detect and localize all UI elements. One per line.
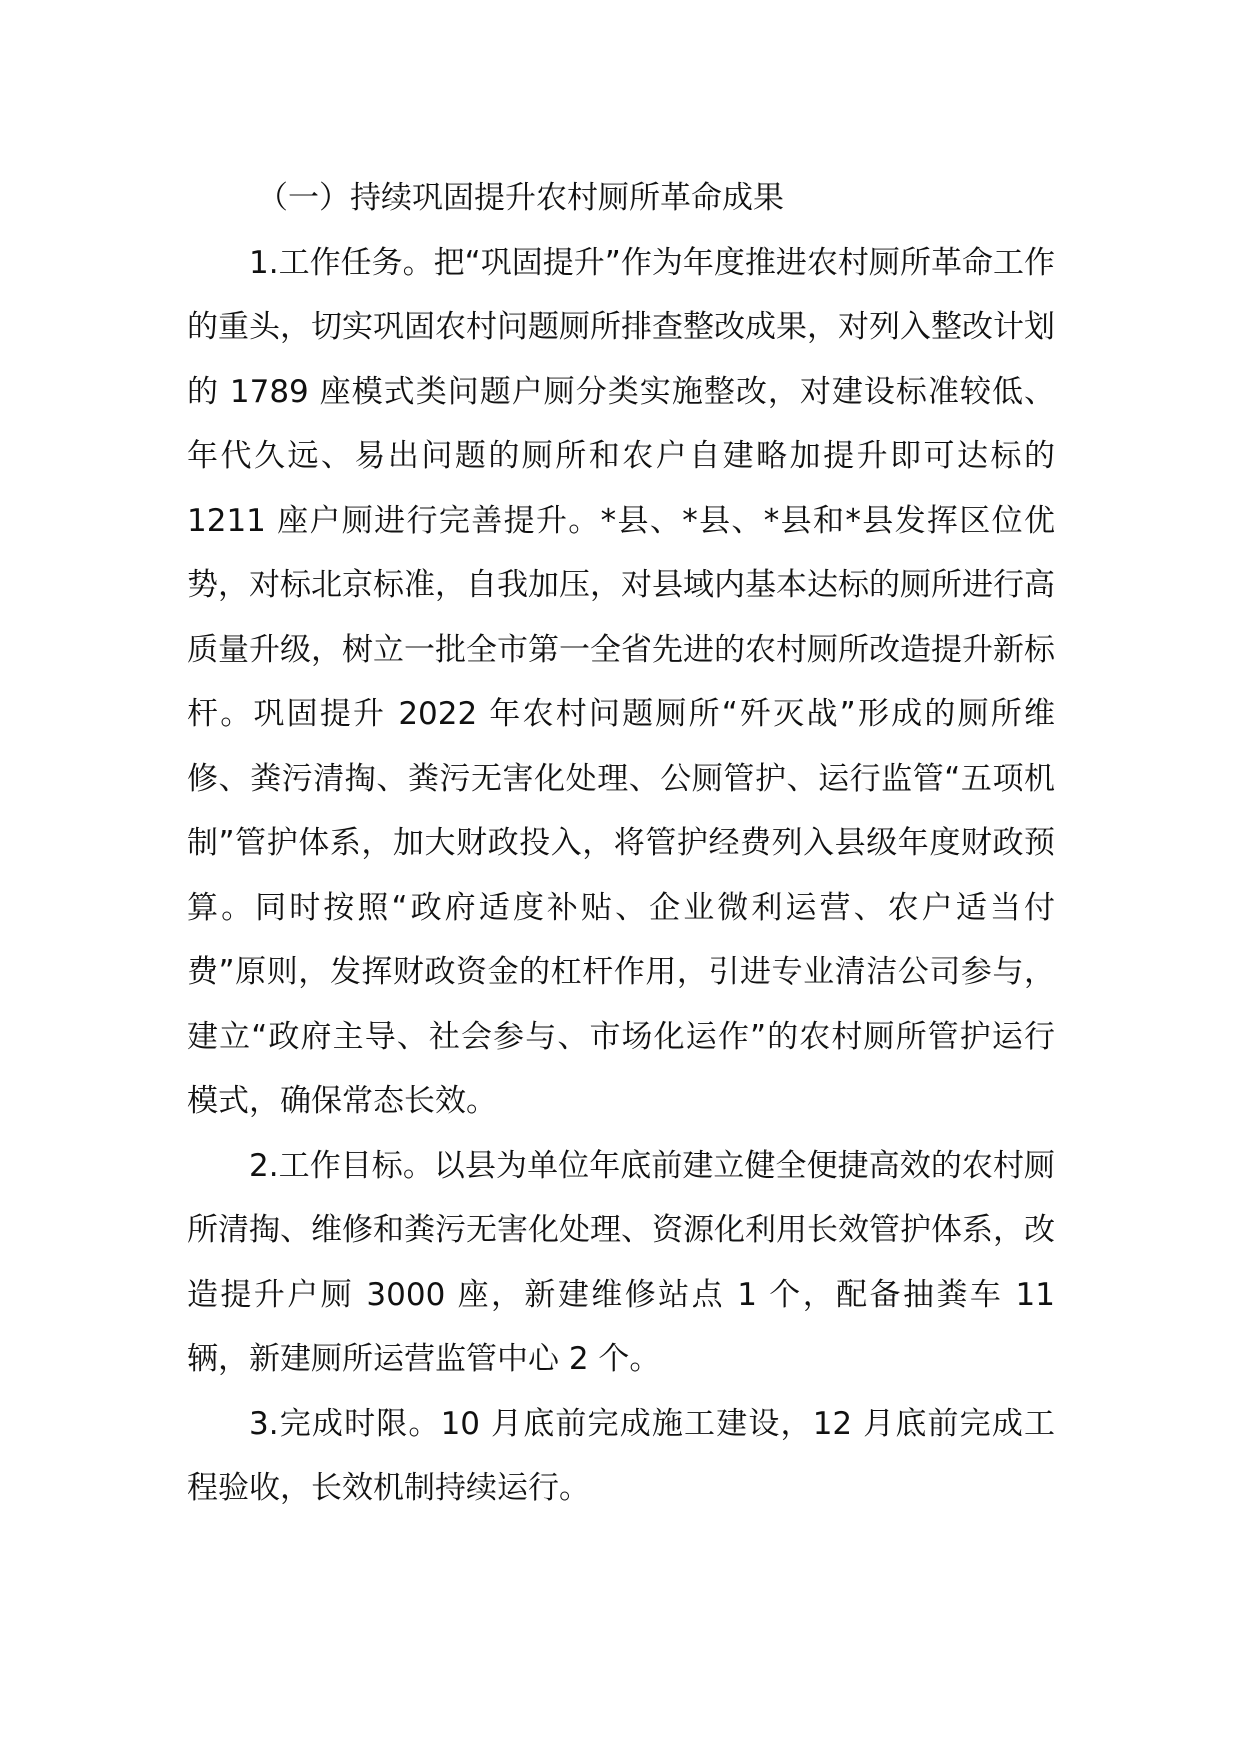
paragraph-deadline: 3.完成时限。10 月底前完成施工建设，12 月底前完成工程验收，长效机制持续运行。 [187, 1405, 1055, 1506]
paragraph-work-task: 1.工作任务。把“巩固提升”作为年度推进农村厕所革命工作的重头，切实巩固农村问题厕所排查整改成果，对列入整改计划的 1789 座模式类问题户厕分类实施整改，对建设标准较低、年代久远、易出问题的厕所和农户自建略加提升即可达标的 1211 座户厕进行完善提升。*县、*县、*县和*县发挥区位优势，对标北京标准，自我加压，对县域内基本达标的厕所进行高质量升级，树立一批全市第一全省先进的农村厕所改造提升新标杆。巩固提升 2022 年农村问题厕所“歼灭战”形成的厕所维修、粪污清掏、粪污无害化处理、公厕管护、运行监管“五项机制”管护体系，加大财政投入，将管护经费列入县级年度财政预算。同时按照“政府适度补贴、企业微利运营、农户适当付费”原则，发挥财政资金的杠杆作用，引进专业清洁公司参与，建立“政府主导、社会参与、市场化运作”的农村厕所管护运行模式，确保常态长效。 [187, 244, 1055, 1119]
paragraph-work-goal: 2.工作目标。以县为单位年底前建立健全便捷高效的农村厕所清掏、维修和粪污无害化处理、资源化利用长效管护体系，改造提升户厕 3000 座，新建维修站点 1 个，配备抽粪车 11 辆，新建厕所运营监管中心 2 个。 [187, 1147, 1055, 1377]
section-heading: （一）持续巩固提升农村厕所革命成果 [257, 180, 784, 216]
document-body [187, 166, 1055, 1521]
